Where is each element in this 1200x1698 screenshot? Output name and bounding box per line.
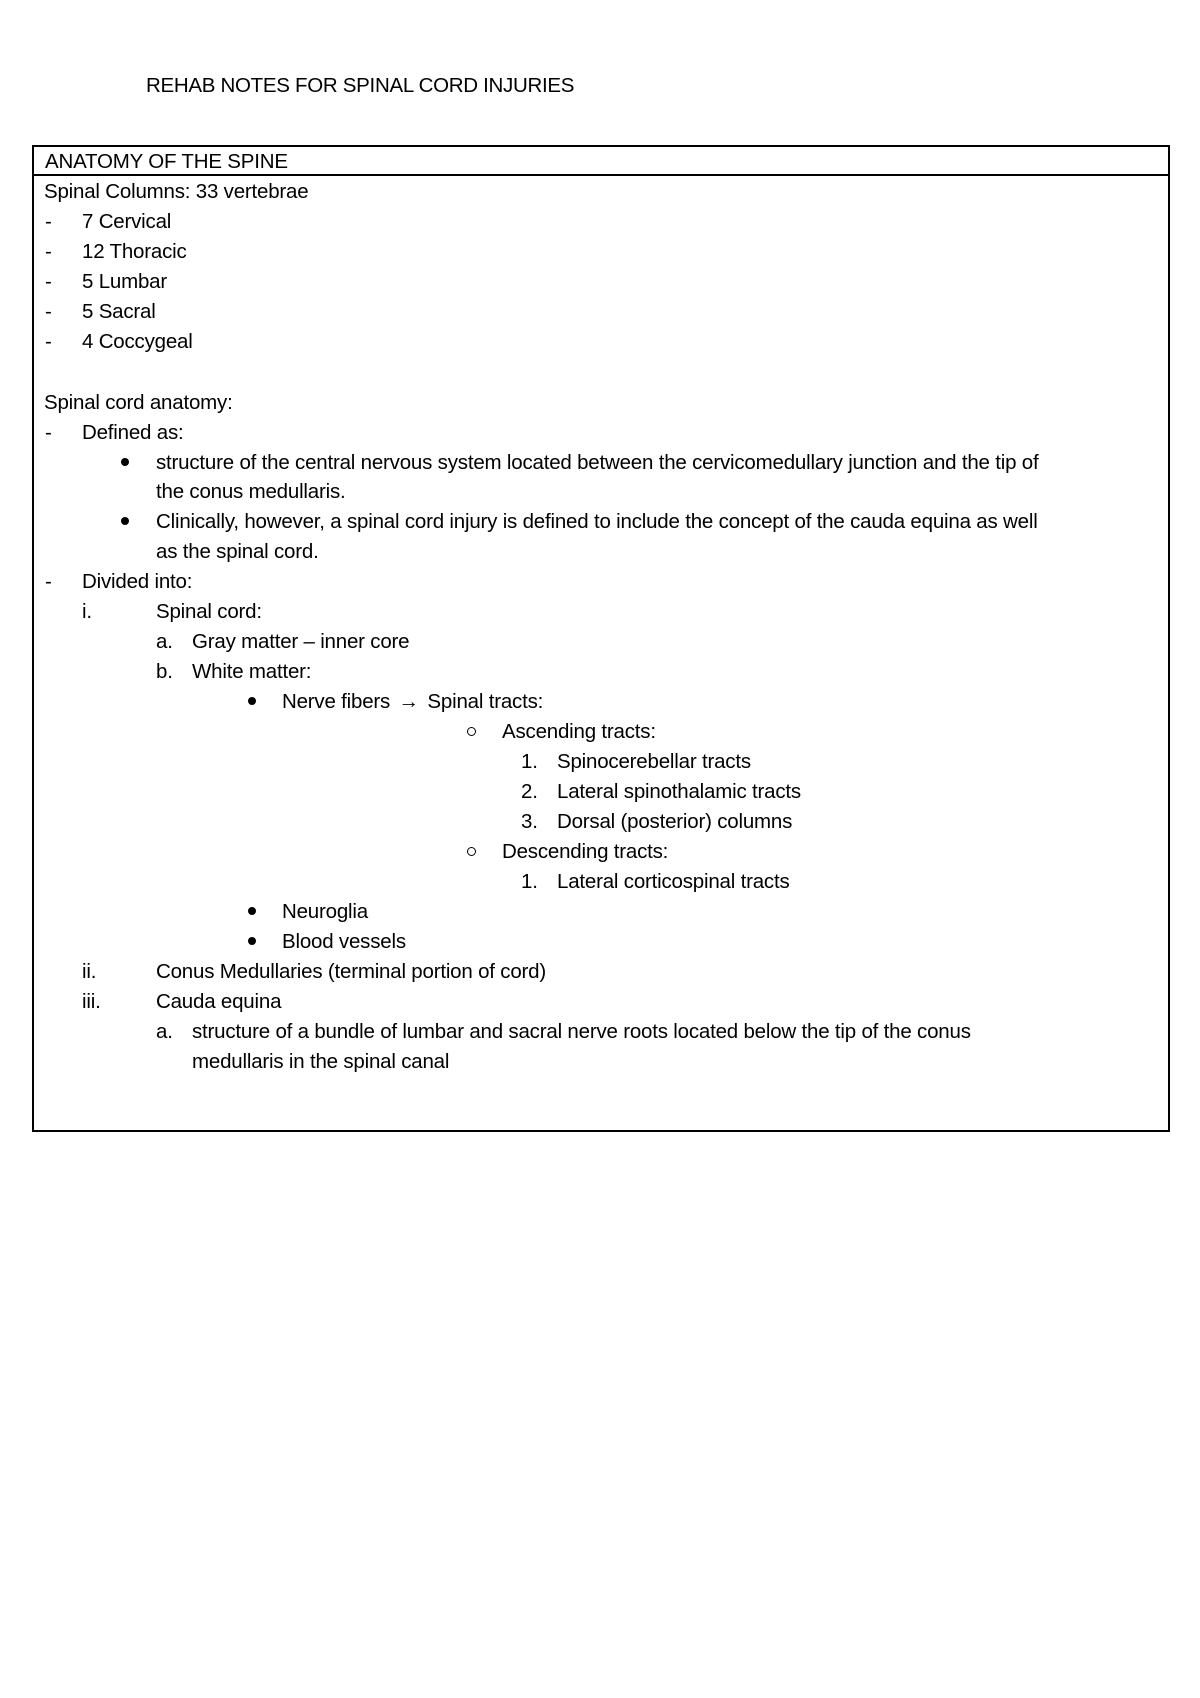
letter-marker: b. [156, 660, 173, 683]
subitem-text: White matter: [192, 660, 312, 683]
white-matter-item: Neuroglia [282, 900, 368, 923]
tract-item: Lateral spinothalamic tracts [557, 780, 801, 803]
tract-item: Spinocerebellar tracts [557, 750, 751, 773]
cauda-equina-description: medullaris in the spinal canal [192, 1050, 450, 1073]
circle-bullet-marker [467, 727, 476, 736]
white-matter-item: Blood vessels [282, 930, 406, 953]
dash-marker: - [45, 330, 52, 353]
section-header: ANATOMY OF THE SPINE [34, 147, 1168, 176]
bullet-marker [121, 517, 129, 525]
number-marker: 2. [521, 780, 538, 803]
dash-marker: - [45, 270, 52, 293]
letter-marker: a. [156, 1020, 173, 1043]
list-item: 4 Coccygeal [82, 330, 193, 353]
nerve-fibers-text: Nerve fibers [282, 690, 391, 713]
bullet-marker [248, 697, 256, 705]
tract-item: Dorsal (posterior) columns [557, 810, 793, 833]
bullet-marker [121, 458, 129, 466]
roman-marker: iii. [82, 990, 101, 1013]
list-item: 12 Thoracic [82, 240, 187, 263]
definition-bullet-line: as the spinal cord. [156, 540, 319, 563]
part-label: Conus Medullaries (terminal portion of cord) [156, 960, 546, 983]
number-marker: 1. [521, 750, 538, 773]
spinal-tracts-text: Spinal tracts: [427, 690, 544, 713]
definition-bullet-line: structure of the central nervous system located between the cervicomedullary junction and the tip of [156, 451, 1039, 474]
bullet-marker [248, 937, 256, 945]
part-label: Spinal cord: [156, 600, 262, 623]
roman-marker: ii. [82, 960, 97, 983]
definition-bullet-line: Clinically, however, a spinal cord injury is defined to include the concept of the cauda equina as well [156, 510, 1038, 533]
circle-bullet-marker [467, 847, 476, 856]
defined-as-label: Defined as: [82, 421, 184, 444]
subitem-text: Gray matter – inner core [192, 630, 410, 653]
dash-marker: - [45, 570, 52, 593]
tract-item: Lateral corticospinal tracts [557, 870, 790, 893]
roman-marker: i. [82, 600, 92, 623]
cauda-equina-description: structure of a bundle of lumbar and sacral nerve roots located below the tip of the conus [192, 1020, 971, 1043]
dash-marker: - [45, 300, 52, 323]
dash-marker: - [45, 421, 52, 444]
dash-marker: - [45, 240, 52, 263]
part-label: Cauda equina [156, 990, 282, 1013]
bullet-marker [248, 907, 256, 915]
spinal-cord-heading: Spinal cord anatomy: [44, 391, 233, 414]
nerve-fibers-line [282, 689, 543, 715]
divided-into-label: Divided into: [82, 570, 193, 593]
list-item: 5 Sacral [82, 300, 156, 323]
ascending-tracts-label: Ascending tracts: [502, 720, 656, 743]
definition-bullet-line: the conus medullaris. [156, 480, 346, 503]
letter-marker: a. [156, 630, 173, 653]
number-marker: 3. [521, 810, 538, 833]
number-marker: 1. [521, 870, 538, 893]
arrow-right-icon: → [398, 690, 419, 713]
list-item: 7 Cervical [82, 210, 172, 233]
document-title: REHAB NOTES FOR SPINAL CORD INJURIES [146, 74, 575, 97]
dash-marker: - [45, 210, 52, 233]
descending-tracts-label: Descending tracts: [502, 840, 669, 863]
spinal-columns-heading: Spinal Columns: 33 vertebrae [44, 180, 309, 203]
list-item: 5 Lumbar [82, 270, 168, 293]
